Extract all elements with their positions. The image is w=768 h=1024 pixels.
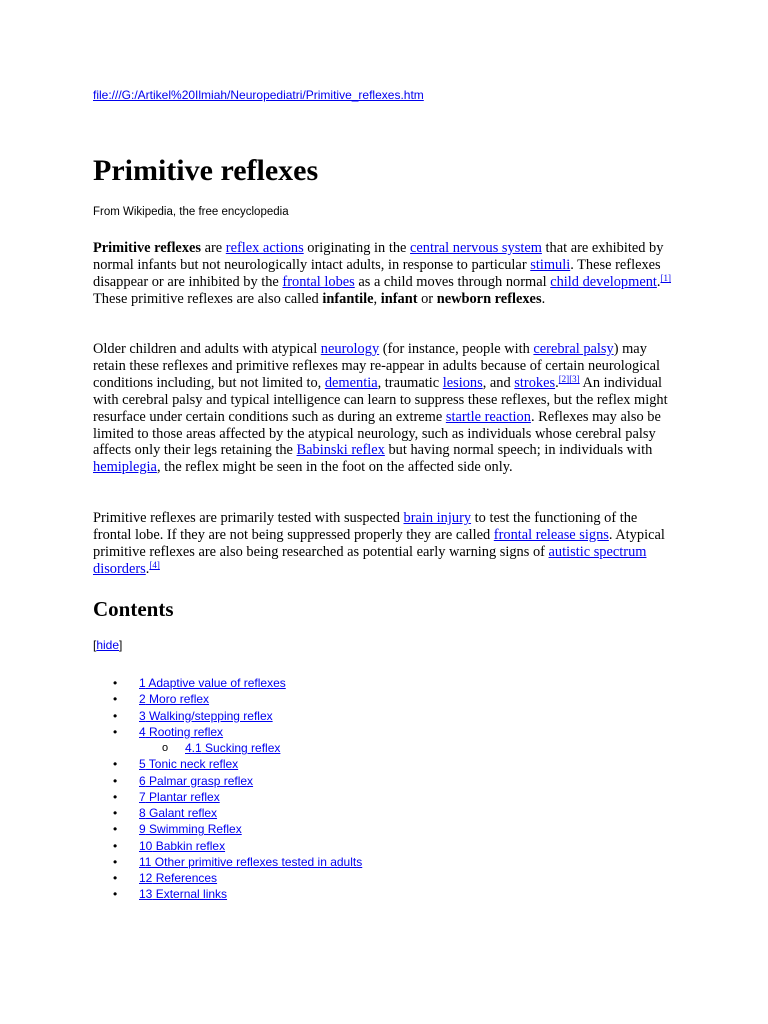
citation-1 xyxy=(661,273,672,283)
bold-term: newborn reflexes xyxy=(436,290,542,307)
text-run: (for instance, people with xyxy=(379,341,534,357)
toc-item xyxy=(93,675,362,691)
toc-item xyxy=(93,870,362,886)
text-run: , and xyxy=(482,374,515,391)
toc-item xyxy=(93,838,362,854)
bold-term: infant xyxy=(380,290,418,307)
bracket-close: ] xyxy=(119,638,123,652)
link-dementia[interactable]: dementia xyxy=(324,374,378,391)
text-run: . xyxy=(541,290,546,307)
toc-item xyxy=(93,886,362,902)
text-run: to test the functioning of the frontal lobe. If they are not being suppressed properly they are called xyxy=(93,510,638,543)
toc-item xyxy=(93,821,362,837)
toc-item xyxy=(93,756,362,772)
toc-item xyxy=(93,854,362,870)
link-brain-injury[interactable]: brain injury xyxy=(403,510,472,526)
citation-4 xyxy=(149,560,160,570)
toc-label: Galant reflex xyxy=(145,806,218,820)
text-run: as a child moves through normal xyxy=(354,273,551,290)
link-child-development[interactable]: child development xyxy=(550,273,657,290)
toc-number: 2 xyxy=(139,692,146,707)
text-run: , xyxy=(373,290,381,307)
bullet-icon: • xyxy=(113,838,118,853)
toc-link-references[interactable] xyxy=(139,871,217,885)
link-neurology[interactable]: neurology xyxy=(320,341,380,357)
toc-link-tonic-neck[interactable] xyxy=(139,757,238,771)
citation-2-3 xyxy=(559,374,580,384)
source-file-link[interactable]: file:///G:/Artikel%20Ilmiah/Neuropediatri/Primitive_reflexes.htm xyxy=(93,88,424,102)
toc-link-babkin-reflex[interactable] xyxy=(139,839,225,853)
link-babinski-reflex[interactable]: Babinski reflex xyxy=(296,442,385,459)
text-run: but having normal speech; in individuals with xyxy=(384,442,653,459)
text-run: . Atypical primitive reflexes are also being researched as potential early warning signs of xyxy=(93,526,665,560)
hide-toc-link[interactable]: hide xyxy=(96,638,120,652)
toc-item xyxy=(93,691,362,707)
toc-toggle xyxy=(93,638,122,652)
link-startle-reaction[interactable]: startle reaction xyxy=(445,408,531,425)
toc-number: 8 xyxy=(139,806,146,820)
text-run: , traumatic xyxy=(377,374,443,391)
citation-link-2[interactable]: [2] xyxy=(558,373,570,384)
link-strokes[interactable]: strokes xyxy=(514,374,556,391)
bullet-icon: • xyxy=(113,822,118,837)
toc-link-galant-reflex[interactable] xyxy=(139,806,217,820)
toc-number: 11 xyxy=(139,854,152,869)
bullet-icon: • xyxy=(113,806,118,820)
testing-paragraph xyxy=(93,510,678,578)
text-run: These primitive reflexes are also called xyxy=(93,290,323,307)
toc-link-moro-reflex[interactable] xyxy=(139,692,209,706)
bullet-icon: • xyxy=(113,757,118,772)
toc-label: Adaptive value of reflexes xyxy=(145,676,286,690)
text-run: . Reflexes may also be limited to those areas affected by the atypical neurology, such as individuals whose cerebral palsy affects only their legs retaining the xyxy=(93,408,661,459)
toc-label: Babkin reflex xyxy=(152,838,226,853)
toc-label: Palmar grasp reflex xyxy=(145,773,254,788)
toc-item xyxy=(93,789,362,805)
link-cerebral-palsy[interactable]: cerebral palsy xyxy=(533,341,614,357)
text-run: are xyxy=(201,240,226,256)
text-run: originating in the xyxy=(303,240,411,256)
text-run: that are exhibited by normal infants but not neurologically intact adults, in response to particular xyxy=(93,240,664,273)
atypical-neurology-paragraph xyxy=(93,341,678,476)
toc-link-plantar-reflex[interactable] xyxy=(139,790,220,804)
bullet-icon: • xyxy=(113,724,118,739)
toc-label: Moro reflex xyxy=(145,692,210,707)
toc-number: 4 xyxy=(139,724,146,739)
table-of-contents xyxy=(93,675,362,903)
toc-link-swimming-reflex[interactable] xyxy=(139,822,242,836)
text-run: Primitive reflexes are primarily tested with suspected xyxy=(93,510,404,526)
toc-number: 4.1 xyxy=(185,741,202,755)
text-run: Older children and adults with atypical xyxy=(93,341,321,357)
toc-number: 5 xyxy=(139,757,146,772)
page-title: Primitive reflexes xyxy=(93,154,319,187)
text-run: or xyxy=(417,290,437,307)
toc-label: Sucking reflex xyxy=(201,741,281,755)
link-hemiplegia[interactable]: hemiplegia xyxy=(93,459,157,476)
text-run: . These reflexes disappear or are inhibited by the xyxy=(93,256,661,290)
contents-heading: Contents xyxy=(93,597,174,621)
toc-label: External links xyxy=(152,887,228,902)
text-run: . xyxy=(555,374,559,391)
toc-item xyxy=(93,708,362,724)
toc-item xyxy=(93,773,362,789)
text-run: ) may retain these reflexes and primitive reflexes may re-appear in adults because of certain neurological conditions including, but not limited to, xyxy=(93,341,660,391)
bold-term: infantile xyxy=(322,290,374,307)
toc-link-adaptive-value[interactable] xyxy=(139,676,286,690)
toc-item xyxy=(93,724,362,740)
toc-label: Swimming Reflex xyxy=(145,822,242,837)
bullet-icon: • xyxy=(113,887,118,902)
toc-label: Plantar reflex xyxy=(145,789,220,804)
toc-item xyxy=(93,805,362,821)
toc-label: References xyxy=(152,871,218,885)
text-run: . xyxy=(656,273,661,290)
bullet-icon: • xyxy=(113,854,118,869)
link-stimuli[interactable]: stimuli xyxy=(530,256,571,273)
text-run: , the reflex might be seen in the foot on the affected side only. xyxy=(156,459,513,476)
toc-link-sucking-reflex[interactable] xyxy=(185,741,280,755)
toc-number: 6 xyxy=(139,773,146,788)
bold-term: Primitive reflexes xyxy=(93,240,202,256)
toc-number: 7 xyxy=(139,789,146,804)
link-frontal-lobes[interactable]: frontal lobes xyxy=(282,273,355,290)
toc-subitem xyxy=(93,740,362,756)
toc-number: 13 xyxy=(139,887,153,902)
link-autistic-spectrum-disorders[interactable]: autistic spectrum disorders xyxy=(93,543,647,577)
bullet-icon: • xyxy=(113,692,118,707)
citation-link-4[interactable]: [4] xyxy=(149,559,160,570)
toc-number: 9 xyxy=(139,822,146,837)
text-run: An individual with cerebral palsy and typical intelligence can learn to suppress these reflexes, but the reflex might resurface under certain conditions such as during an extreme xyxy=(93,374,668,425)
toc-label: Tonic neck reflex xyxy=(145,757,239,772)
intro-paragraph xyxy=(93,240,678,308)
toc-label: Rooting reflex xyxy=(145,724,224,739)
toc-link-rooting-reflex[interactable] xyxy=(139,725,223,739)
toc-link-walking-stepping[interactable] xyxy=(139,709,273,723)
toc-number: 3 xyxy=(139,708,146,723)
toc-label: Walking/stepping reflex xyxy=(145,708,273,723)
citation-link-1[interactable]: [1] xyxy=(660,272,672,283)
bullet-icon: • xyxy=(113,708,118,723)
bullet-icon: • xyxy=(113,871,118,885)
link-lesions[interactable]: lesions xyxy=(442,374,483,391)
toc-link-other-reflexes[interactable] xyxy=(139,855,362,869)
bullet-icon: • xyxy=(113,789,118,804)
citation-link-3[interactable]: [3] xyxy=(569,373,580,384)
toc-link-external-links[interactable] xyxy=(139,887,227,901)
toc-number: 10 xyxy=(139,838,153,853)
toc-number: 1 xyxy=(139,676,146,690)
text-run: . xyxy=(145,560,150,577)
sub-bullet-icon: o xyxy=(162,742,169,754)
bullet-icon: • xyxy=(113,676,118,690)
link-frontal-release-signs[interactable]: frontal release signs xyxy=(493,526,609,543)
toc-label: Other primitive reflexes tested in adults xyxy=(151,854,363,869)
toc-link-palmar-grasp[interactable] xyxy=(139,774,253,788)
toc-number: 12 xyxy=(139,871,153,885)
link-central-nervous-system[interactable]: central nervous system xyxy=(410,240,542,256)
article-subtitle: From Wikipedia, the free encyclopedia xyxy=(93,206,289,218)
bracket-open: [ xyxy=(93,638,97,652)
link-reflex-actions[interactable]: reflex actions xyxy=(225,240,304,256)
bullet-icon: • xyxy=(113,773,118,788)
